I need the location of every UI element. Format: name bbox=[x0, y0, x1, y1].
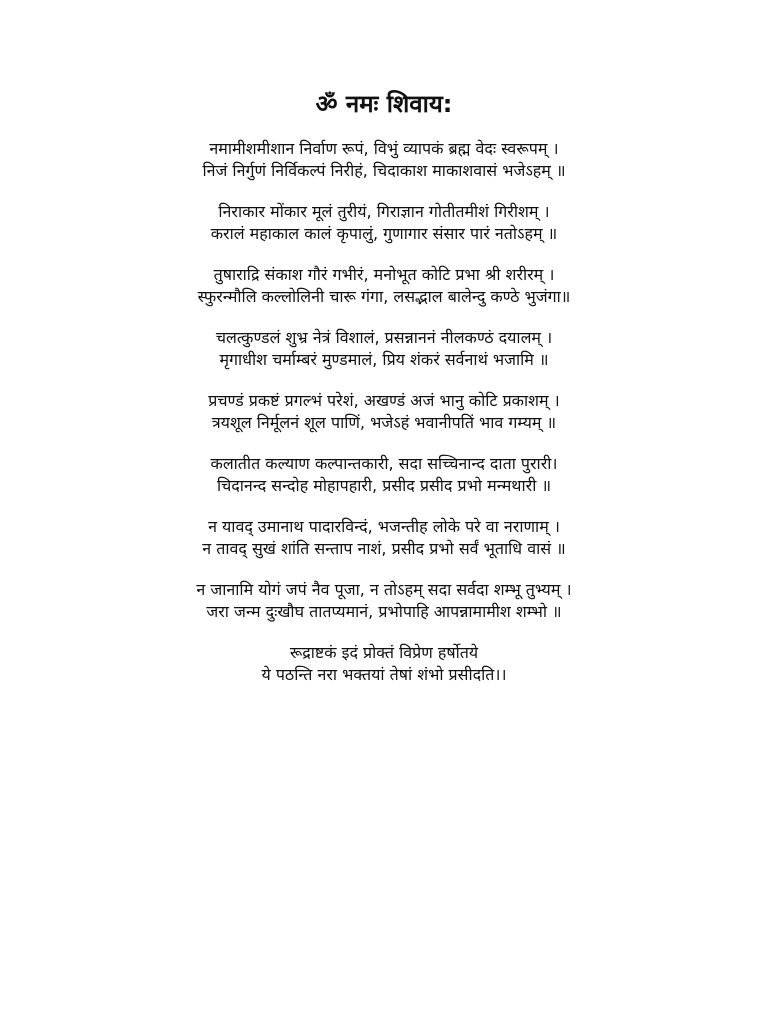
verse-line: मृगाधीश चर्माम्बरं मुण्डमालं, प्रिय शंकरं सर्वनाथं भजामि ॥ bbox=[219, 350, 549, 369]
verse-line: करालं महाकाल कालं कृपालुं, गुणागार संसार पारं नतोऽहम् ॥ bbox=[210, 224, 558, 243]
stanza-9 bbox=[0, 642, 768, 686]
verse-line: चलत्कुण्डलं शुभ्र नेत्रं विशालं, प्रसन्नाननं नीलकण्ठं दयालम् । bbox=[215, 328, 553, 347]
verse-line: तुषाराद्रि संकाश गौरं गभीरं, मनोभूत कोटि प्रभा श्री शरीरम् । bbox=[213, 265, 555, 284]
verse-line: कलातीत कल्याण कल्पान्तकारी, सदा सच्चिनान्द दाता पुरारी। bbox=[210, 454, 558, 473]
verse-line: प्रचण्डं प्रकष्टं प्रगल्भं परेशं, अखण्डं अजं भानु कोटि प्रकाशम् । bbox=[208, 391, 560, 410]
stanza-4 bbox=[0, 327, 768, 371]
verse-line: निजं निर्गुणं निर्विकल्पं निरीहं, चिदाकाश माकाशवासं भजेऽहम् ॥ bbox=[202, 161, 566, 180]
stanza-5 bbox=[0, 390, 768, 434]
verse-line: जरा जन्म दुःखौघ तातप्यमानं, प्रभोपाहि आपन्नामामीश शम्भो ॥ bbox=[206, 602, 562, 621]
stanza-8 bbox=[0, 579, 768, 623]
verse-line: नमामीशमीशान निर्वाण रूपं, विभुं व्यापकं ब्रह्म वेदः स्वरूपम् । bbox=[209, 139, 559, 158]
stanza-2 bbox=[0, 201, 768, 245]
verse-line: न जानामि योगं जपं नैव पूजा, न तोऽहम् सदा सर्वदा शम्भू तुभ्यम् । bbox=[196, 580, 572, 599]
verse-list bbox=[0, 138, 768, 705]
verse-line: त्रयशूल निर्मूलनं शूल पाणिं, भजेऽहं भवानीपतिं भाव गम्यम् ॥ bbox=[211, 413, 557, 432]
stanza-1 bbox=[0, 138, 768, 182]
verse-line: चिदानन्द सन्दोह मोहापहारी, प्रसीद प्रसीद प्रभो मन्मथारी ॥ bbox=[216, 476, 552, 495]
stanza-3 bbox=[0, 264, 768, 308]
verse-line: निराकार मोंकार मूलं तुरीयं, गिराज्ञान गोतीतमीशं गिरीशम् । bbox=[218, 202, 550, 221]
verse-line: न यावद् उमानाथ पादारविन्दं, भजन्तीह लोके परे वा नराणाम् । bbox=[208, 517, 560, 536]
verse-line: ये पठन्ति नरा भक्तयां तेषां शंभो प्रसीदति।। bbox=[261, 665, 507, 684]
verse-line: स्फुरन्मौलि कल्लोलिनी चारू गंगा, लसद्भाल बालेन्दु कण्ठे भुजंगा॥ bbox=[197, 287, 571, 306]
verse-line: रूद्राष्टकं इदं प्रोक्तं विप्रेण हर्षोतये bbox=[289, 643, 479, 662]
stanza-7 bbox=[0, 516, 768, 560]
page-title: ॐ नमः शिवाय: bbox=[315, 90, 453, 118]
stanza-6 bbox=[0, 453, 768, 497]
verse-line: न तावद् सुखं शांति सन्ताप नाशं, प्रसीद प्रभो सर्वं भूताधि वासं ॥ bbox=[202, 539, 566, 558]
